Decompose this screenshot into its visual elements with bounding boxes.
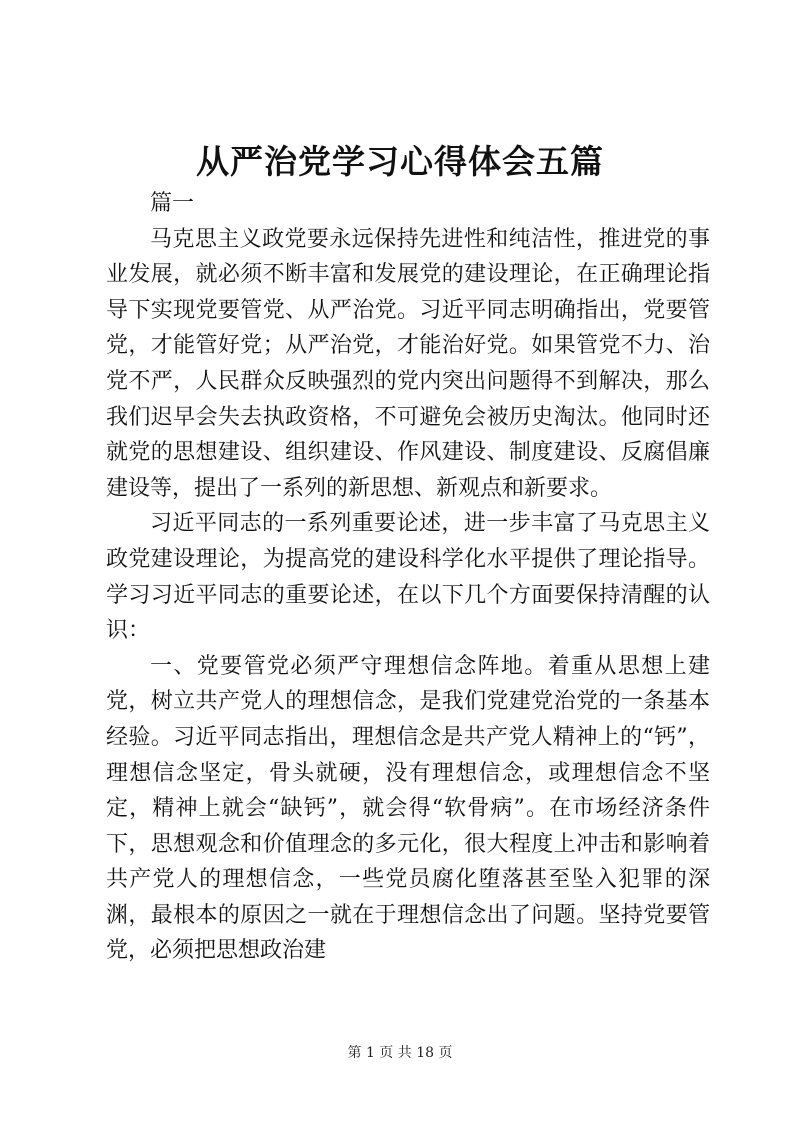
section-heading: 篇一 — [150, 191, 195, 216]
page-footer: 第 1 页 共 18 页 — [347, 1045, 453, 1061]
document-body — [106, 186, 710, 969]
body-paragraph: 马克思主义政党要永远保持先进性和纯洁性，推进党的事业发展，就必须不断丰富和发展党的建设理论，在正确理论指导下实现党要管党、从严治党。习近平同志明确指出，党要管党，才能管好党；从严治党，才能治好党。如果管党不力、治党不严，人民群众反映强烈的党内突出问题得不到解决，那么我们迟早会失去执政资格，不可避免会被历史淘汰。他同时还就党的思想建设、组织建设、作风建设、制度建设、反腐倡廉建设等，提出了一系列的新思想、新观点和新要求。 — [106, 226, 710, 501]
body-paragraph: 习近平同志的一系列重要论述，进一步丰富了马克思主义政党建设理论，为提高党的建设科学化水平提供了理论指导。学习习近平同志的重要论述，在以下几个方面要保持清醒的认识： — [106, 511, 710, 644]
body-paragraph: 一、党要管党必须严守理想信念阵地。着重从思想上建党，树立共产党人的理想信念，是我们党建党治党的一条基本经验。习近平同志指出，理想信念是共产党人精神上的“钙”，理想信念坚定，骨头就硬，没有理想信念，或理想信念不坚定，精神上就会“缺钙”，就会得“软骨病”。在市场经济条件下，思想观念和价值理念的多元化，很大程度上冲击和影响着共产党人的理想信念，一些党员腐化堕落甚至坠入犯罪的深渊，最根本的原因之一就在于理想信念出了问题。坚持党要管党，必须把思想政治建 — [106, 653, 710, 964]
document-title: 从严治党学习心得体会五篇 — [196, 142, 604, 181]
